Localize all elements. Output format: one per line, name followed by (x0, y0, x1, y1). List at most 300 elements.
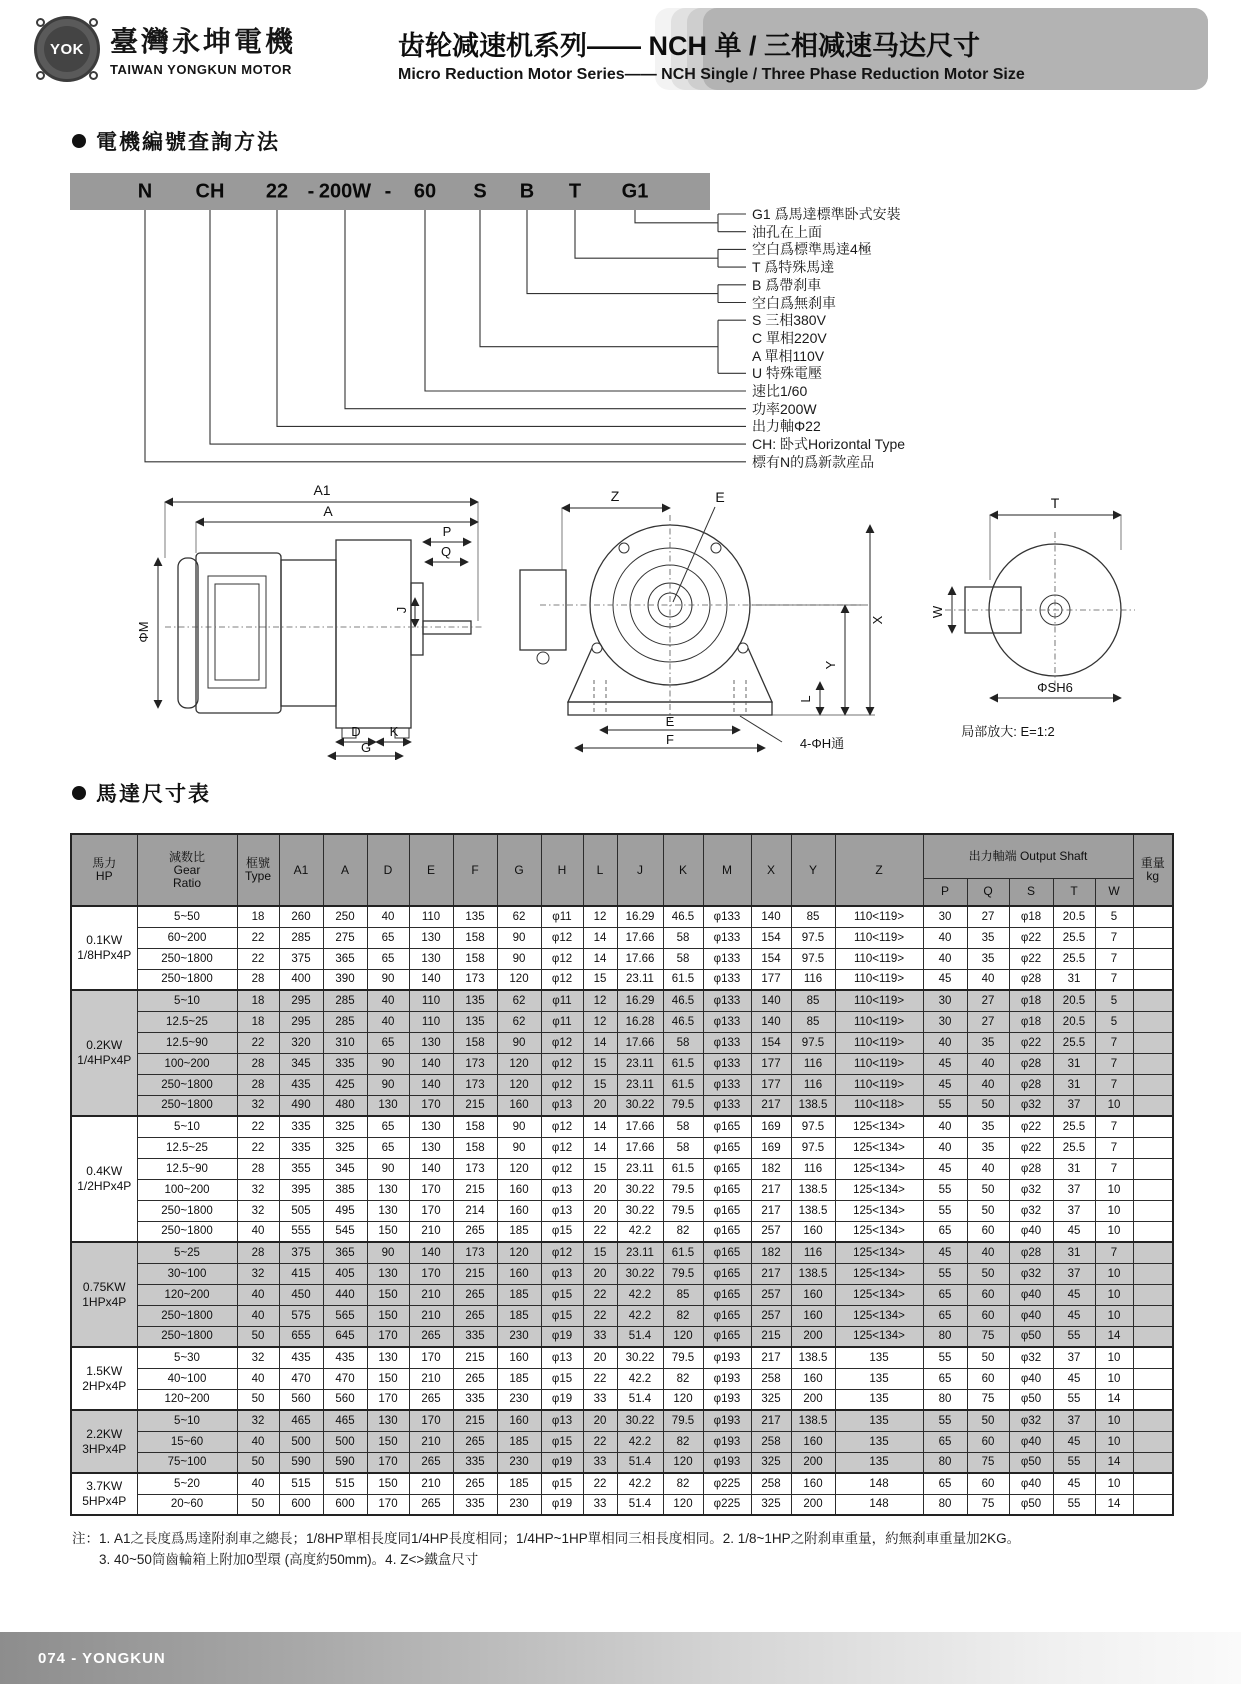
dimension-cell: 435 (323, 1347, 367, 1368)
dimension-cell (1133, 1095, 1173, 1116)
dimension-cell: 130 (409, 1137, 453, 1158)
dimension-cell: 295 (279, 1011, 323, 1032)
dimension-cell: 17.66 (617, 927, 663, 948)
dimension-cell: 169 (751, 1137, 791, 1158)
dimension-cell: φ165 (703, 1116, 751, 1137)
dimension-cell: 14 (1095, 1452, 1133, 1473)
dimension-cell: 16.29 (617, 906, 663, 927)
dimension-cell: 61.5 (663, 969, 703, 990)
dimension-cell: 257 (751, 1221, 791, 1242)
dimension-cell: 335 (453, 1452, 497, 1473)
table-row (71, 1158, 1173, 1179)
dimension-cell: φ133 (703, 927, 751, 948)
dimension-cell: 37 (1053, 1263, 1095, 1284)
dimension-cell: 170 (409, 1095, 453, 1116)
dimension-cell: 10 (1095, 1473, 1133, 1494)
dimension-cell: 20.5 (1053, 906, 1095, 927)
dimension-cell: 7 (1095, 1032, 1133, 1053)
table-row (71, 1074, 1173, 1095)
dimension-cell: 5~20 (137, 1473, 237, 1494)
dimension-cell: 250~1800 (137, 1200, 237, 1221)
dimension-cell: 600 (279, 1494, 323, 1515)
dimension-cell: φ15 (541, 1431, 583, 1452)
dimension-cell: φ18 (1009, 1011, 1053, 1032)
dimension-cell: 177 (751, 969, 791, 990)
dimension-cell: 60 (967, 1221, 1009, 1242)
dimension-cell: 90 (367, 1242, 409, 1263)
dimension-cell: 545 (323, 1221, 367, 1242)
dimension-cell: φ32 (1009, 1095, 1053, 1116)
dimension-cell: 80 (923, 1389, 967, 1410)
dimension-cell: 125<134> (835, 1263, 923, 1284)
dimension-cell: 40 (923, 927, 967, 948)
dimension-cell: 90 (497, 1116, 541, 1137)
dimension-cell: 150 (367, 1284, 409, 1305)
dimension-cell: 200 (791, 1494, 835, 1515)
dimension-cell: φ50 (1009, 1494, 1053, 1515)
dimension-cell: 5 (1095, 1011, 1133, 1032)
dimension-cell: 28 (237, 969, 279, 990)
dimension-cell: 30.22 (617, 1095, 663, 1116)
column-header: D (367, 834, 409, 906)
dimension-cell: 22 (237, 1032, 279, 1053)
dimension-cell: 170 (409, 1179, 453, 1200)
dimension-cell: 55 (923, 1179, 967, 1200)
svg-text:Z: Z (610, 488, 620, 504)
dimension-cell: φ40 (1009, 1221, 1053, 1242)
code-meaning-label: S 三相380V (752, 312, 826, 329)
dimension-cell: 154 (751, 1032, 791, 1053)
dimension-cell: φ32 (1009, 1200, 1053, 1221)
dimension-cell: 33 (583, 1452, 617, 1473)
dimension-cell: 5~30 (137, 1347, 237, 1368)
dimension-cell: 22 (583, 1221, 617, 1242)
dimension-cell: 250~1800 (137, 1221, 237, 1242)
dimension-cell: 55 (1053, 1494, 1095, 1515)
section-title: 馬達尺寸表 (96, 783, 211, 806)
code-segment: 60 (413, 180, 437, 202)
dimension-cell: 31 (1053, 1074, 1095, 1095)
dimension-cell: 110 (409, 990, 453, 1011)
dimension-cell: 82 (663, 1221, 703, 1242)
dimension-cell: 158 (453, 927, 497, 948)
dimension-cell: 15~60 (137, 1431, 237, 1452)
dimension-cell: 46.5 (663, 906, 703, 927)
page-number: 074 - YONGKUN (38, 1649, 166, 1667)
dimension-cell: 35 (967, 1032, 1009, 1053)
table-row (71, 1011, 1173, 1032)
dimension-cell: 265 (453, 1221, 497, 1242)
dimension-cell: 120 (497, 1053, 541, 1074)
dimension-cell: 295 (279, 990, 323, 1011)
power-cell: 0.4KW 1/2HPx4P (71, 1116, 137, 1242)
dimension-cell: 20 (583, 1347, 617, 1368)
dimension-cell: 645 (323, 1326, 367, 1347)
dimension-cell: 30 (923, 906, 967, 927)
dimension-cell: 42.2 (617, 1305, 663, 1326)
dimension-cell: 215 (453, 1095, 497, 1116)
dimension-cell: 20 (583, 1410, 617, 1431)
dimension-cell: 90 (497, 948, 541, 969)
dimension-cell: 33 (583, 1389, 617, 1410)
logo-bolt-icon (36, 71, 45, 80)
dimension-cell: 465 (323, 1410, 367, 1431)
dimension-cell: 22 (583, 1431, 617, 1452)
dimension-cell: 12.5~90 (137, 1032, 237, 1053)
dimension-cell (1133, 1368, 1173, 1389)
dimension-cell: 20 (583, 1200, 617, 1221)
dimension-cell (1133, 1179, 1173, 1200)
dimension-cell: 50 (237, 1494, 279, 1515)
logo-bolt-icon (36, 18, 45, 27)
dimension-cell: 110 (409, 1011, 453, 1032)
dimension-cell: 440 (323, 1284, 367, 1305)
column-header: 重量 kg (1133, 834, 1173, 906)
dimension-cell: 170 (409, 1410, 453, 1431)
dimension-cell (1133, 1074, 1173, 1095)
dimension-cell: 110<119> (835, 906, 923, 927)
dimension-cell: 62 (497, 990, 541, 1011)
dimension-cell: 285 (279, 927, 323, 948)
dimension-cell: φ22 (1009, 1137, 1053, 1158)
code-meaning-label: 標有N的爲新款産品 (752, 453, 875, 470)
dimension-cell: 58 (663, 1032, 703, 1053)
dimension-cell: 258 (751, 1473, 791, 1494)
dimension-cell: φ19 (541, 1326, 583, 1347)
dimension-cell: 62 (497, 906, 541, 927)
dimension-cell: 85 (791, 1011, 835, 1032)
dimension-cell: φ13 (541, 1179, 583, 1200)
dimension-cell: 345 (279, 1053, 323, 1074)
dimension-cell: 10 (1095, 1305, 1133, 1326)
dimension-cell: 138.5 (791, 1179, 835, 1200)
dimension-cell: 90 (497, 927, 541, 948)
dimension-cell: 116 (791, 1242, 835, 1263)
dimension-cell: 27 (967, 1011, 1009, 1032)
power-cell: 0.1KW 1/8HPx4P (71, 906, 137, 990)
table-row (71, 1137, 1173, 1158)
dimension-cell: 22 (237, 1116, 279, 1137)
dimension-cell: 250~1800 (137, 1326, 237, 1347)
column-header: Z (835, 834, 923, 906)
dimension-cell: 35 (967, 1137, 1009, 1158)
dimension-cell: 40 (967, 1158, 1009, 1179)
dimension-cell (1133, 906, 1173, 927)
dimension-cell: φ12 (541, 969, 583, 990)
dimension-cell: 135 (835, 1452, 923, 1473)
code-meaning-label: T 爲特殊馬達 (752, 259, 835, 276)
dimension-cell: φ15 (541, 1473, 583, 1494)
dimension-cell: 5~10 (137, 1116, 237, 1137)
dimension-cell (1133, 1116, 1173, 1137)
dimension-cell: 100~200 (137, 1179, 237, 1200)
dimension-cell: 12.5~25 (137, 1137, 237, 1158)
column-header: A (323, 834, 367, 906)
dimension-cell: 60 (967, 1305, 1009, 1326)
svg-text:F: F (666, 732, 674, 747)
dimension-cell: φ133 (703, 1011, 751, 1032)
dimension-cell (1133, 1032, 1173, 1053)
dimension-cell: 20.5 (1053, 990, 1095, 1011)
dimension-cell: 79.5 (663, 1347, 703, 1368)
dimension-cell: 16.29 (617, 990, 663, 1011)
dimension-cell: 79.5 (663, 1263, 703, 1284)
dimension-cell: 140 (751, 990, 791, 1011)
dimension-cell: 65 (367, 1032, 409, 1053)
dimension-cell: 125<134> (835, 1116, 923, 1137)
dimension-cell: φ11 (541, 1011, 583, 1032)
dimension-cell (1133, 1158, 1173, 1179)
dimension-cell: 355 (279, 1158, 323, 1179)
dimension-cell: φ193 (703, 1410, 751, 1431)
dimension-cell: 40 (367, 1011, 409, 1032)
code-meaning-label: C 單相220V (752, 329, 827, 346)
dimension-cell: 15 (583, 1158, 617, 1179)
dimension-cell: 22 (583, 1284, 617, 1305)
yongkun-logo-icon (34, 16, 100, 82)
dimension-cell: 110<119> (835, 1032, 923, 1053)
code-segment: N (137, 180, 153, 202)
dimension-cell: 45 (1053, 1431, 1095, 1452)
dimension-cell: 25.5 (1053, 948, 1095, 969)
dimension-cell: 555 (279, 1221, 323, 1242)
table-row (71, 1242, 1173, 1263)
dimension-cell: 10 (1095, 1431, 1133, 1452)
dimension-cell: 58 (663, 1116, 703, 1137)
dimension-cell: 31 (1053, 1053, 1095, 1074)
dimension-cell: 217 (751, 1095, 791, 1116)
dimension-cell: 215 (453, 1263, 497, 1284)
dimension-cell: 140 (409, 1074, 453, 1095)
dimension-cell: 40 (367, 906, 409, 927)
section-bullet-icon (72, 786, 86, 800)
dimension-cell: φ32 (1009, 1179, 1053, 1200)
dimension-cell: φ50 (1009, 1389, 1053, 1410)
brand-name-en: TAIWAN YONGKUN MOTOR (110, 62, 292, 77)
dimension-cell: 75 (967, 1326, 1009, 1347)
dimension-cell: 5~10 (137, 990, 237, 1011)
dimension-cell: φ13 (541, 1263, 583, 1284)
dimension-cell: 125<134> (835, 1284, 923, 1305)
note-line: 注：1. A1之長度爲馬達附刹車之總長；1/8HP單相長度同1/4HP長度相同；1/4HP~1HP單相同三相長度相同。2. 1/8~1HP之附刹車重量，約無刹車重量加2KG。 (72, 1531, 1021, 1546)
dimension-cell: 15 (583, 1074, 617, 1095)
dimension-cell: 30 (923, 1011, 967, 1032)
table-row (71, 1263, 1173, 1284)
dimension-cell: 120 (663, 1326, 703, 1347)
dimension-cell: 135 (453, 906, 497, 927)
dimension-cell: 32 (237, 1347, 279, 1368)
dimension-cell: 250~1800 (137, 948, 237, 969)
dimension-cell: 173 (453, 1242, 497, 1263)
dimension-cell: 7 (1095, 1116, 1133, 1137)
code-segment: G1 (621, 180, 649, 202)
dimension-cell: 23.11 (617, 1053, 663, 1074)
dimension-cell: φ12 (541, 1074, 583, 1095)
dimension-cell: φ40 (1009, 1284, 1053, 1305)
dimension-cell: 33 (583, 1494, 617, 1515)
dimension-cell: 40 (237, 1284, 279, 1305)
dimension-cell: 265 (409, 1494, 453, 1515)
dimension-cell: 12.5~25 (137, 1011, 237, 1032)
dimension-cell: 50 (237, 1326, 279, 1347)
dimension-cell: 90 (367, 1074, 409, 1095)
dimension-cell: 30 (923, 990, 967, 1011)
dimension-cell: 10 (1095, 1347, 1133, 1368)
dimension-cell: 90 (367, 1053, 409, 1074)
dimension-cell: φ40 (1009, 1431, 1053, 1452)
dimension-cell: 20~60 (137, 1494, 237, 1515)
dimension-cell: 33 (583, 1326, 617, 1347)
dimension-cell (1133, 1305, 1173, 1326)
table-row (71, 906, 1173, 927)
dimension-cell: 170 (409, 1263, 453, 1284)
dimension-cell: φ18 (1009, 906, 1053, 927)
dimension-cell (1133, 1347, 1173, 1368)
power-cell: 2.2KW 3HPx4P (71, 1410, 137, 1473)
dimension-cell: 60 (967, 1473, 1009, 1494)
dimension-cell: 335 (279, 1137, 323, 1158)
dimension-cell: 65 (367, 1137, 409, 1158)
dimension-cell: 170 (367, 1494, 409, 1515)
dimension-cell: 480 (323, 1095, 367, 1116)
dimension-cell: 79.5 (663, 1410, 703, 1431)
dimension-cell: 257 (751, 1284, 791, 1305)
dimension-cell: 135 (835, 1347, 923, 1368)
dimension-cell: 116 (791, 1053, 835, 1074)
dimension-cell: φ50 (1009, 1326, 1053, 1347)
dimension-cell: 40 (237, 1305, 279, 1326)
dimension-cell: φ165 (703, 1137, 751, 1158)
column-header: H (541, 834, 583, 906)
dimension-cell: 40 (237, 1368, 279, 1389)
dimension-cell: 135 (835, 1431, 923, 1452)
dimension-drawings (70, 480, 1170, 760)
dimension-cell: 10 (1095, 1221, 1133, 1242)
dimension-cell: 14 (583, 1116, 617, 1137)
dimension-cell: 150 (367, 1221, 409, 1242)
dimension-cell: 217 (751, 1410, 791, 1431)
svg-text:A: A (323, 503, 333, 519)
code-meaning-label: B 爲帶刹車 (752, 276, 822, 293)
column-header: S (1009, 878, 1053, 906)
svg-text:P: P (442, 524, 452, 539)
dimension-cell: 5 (1095, 906, 1133, 927)
dimension-cell: 80 (923, 1326, 967, 1347)
dimension-cell: 125<134> (835, 1179, 923, 1200)
dimension-cell: φ12 (541, 948, 583, 969)
dimension-cell: 97.5 (791, 1137, 835, 1158)
dimension-cell: φ22 (1009, 927, 1053, 948)
dimension-cell: 365 (323, 948, 367, 969)
dimension-cell: 28 (237, 1053, 279, 1074)
dimension-cell: 20.5 (1053, 1011, 1095, 1032)
dimension-cell: 12 (583, 906, 617, 927)
svg-text:ΦSH6: ΦSH6 (1037, 680, 1073, 695)
code-segment: 22 (265, 180, 289, 202)
column-header: 減数比 Gear Ratio (137, 834, 237, 906)
dimension-cell: 90 (367, 969, 409, 990)
dimension-cell: φ133 (703, 1053, 751, 1074)
dimension-cell: 130 (367, 1263, 409, 1284)
dimension-cell: 45 (923, 1158, 967, 1179)
dimension-cell: 130 (409, 948, 453, 969)
dimension-cell: 325 (751, 1389, 791, 1410)
dimension-cell: 62 (497, 1011, 541, 1032)
dimension-cell: φ22 (1009, 1116, 1053, 1137)
dimension-cell: 215 (453, 1347, 497, 1368)
dimension-cell: 285 (323, 1011, 367, 1032)
dimension-cell: 58 (663, 1137, 703, 1158)
dimension-cell: 138.5 (791, 1410, 835, 1431)
dimension-cell: 177 (751, 1053, 791, 1074)
dimension-cell: 140 (409, 1242, 453, 1263)
power-cell: 0.2KW 1/4HPx4P (71, 990, 137, 1116)
dimension-cell (1133, 1011, 1173, 1032)
dimension-cell: 30.22 (617, 1410, 663, 1431)
dimension-cell: 90 (497, 1137, 541, 1158)
code-meaning-label: 出力軸Φ22 (752, 418, 821, 435)
dimension-cell: φ12 (541, 1242, 583, 1263)
dimension-cell: 42.2 (617, 1473, 663, 1494)
dimension-cell: 120~200 (137, 1389, 237, 1410)
dimension-cell: 160 (791, 1368, 835, 1389)
dimension-cell: 215 (453, 1179, 497, 1200)
dimension-cell: 10 (1095, 1095, 1133, 1116)
dimension-cell: 17.66 (617, 1116, 663, 1137)
dimension-cell: 110<119> (835, 948, 923, 969)
dimension-cell: 10 (1095, 1284, 1133, 1305)
dimension-cell: 335 (453, 1494, 497, 1515)
dimension-cell: 18 (237, 1011, 279, 1032)
dimension-cell: 40~100 (137, 1368, 237, 1389)
dimension-cell: 40 (237, 1221, 279, 1242)
code-segment: B (519, 180, 535, 202)
dimension-cell (1133, 1410, 1173, 1431)
code-segment: S (473, 180, 487, 202)
dimension-cell: φ13 (541, 1347, 583, 1368)
code-meaning-label: 空白爲無刹車 (752, 294, 836, 311)
dimension-cell: 185 (497, 1431, 541, 1452)
dimension-cell: 22 (583, 1473, 617, 1494)
table-row (71, 948, 1173, 969)
dimension-cell: 10 (1095, 1200, 1133, 1221)
dimension-cell: 435 (279, 1074, 323, 1095)
dimension-cell: 215 (453, 1410, 497, 1431)
dimension-cell: 140 (409, 1158, 453, 1179)
dimension-cell: 35 (967, 948, 1009, 969)
dimension-cell: 20 (583, 1179, 617, 1200)
dimension-cell: φ19 (541, 1389, 583, 1410)
dimension-cell: 85 (663, 1284, 703, 1305)
dimension-cell: 60~200 (137, 927, 237, 948)
table-row (71, 1368, 1173, 1389)
dimension-cell: 51.4 (617, 1389, 663, 1410)
dimension-cell: 42.2 (617, 1221, 663, 1242)
svg-text:G: G (360, 740, 372, 755)
dimension-cell: 60 (967, 1284, 1009, 1305)
dimension-cell: φ19 (541, 1452, 583, 1473)
dimension-cell: 82 (663, 1473, 703, 1494)
dimension-cell: 45 (1053, 1368, 1095, 1389)
dimension-cell: 265 (409, 1389, 453, 1410)
dimension-cell: 15 (583, 1242, 617, 1263)
dimension-cell: 7 (1095, 969, 1133, 990)
dimension-cell: 140 (751, 1011, 791, 1032)
table-row (71, 1410, 1173, 1431)
code-meaning-label: U 特殊電壓 (752, 365, 822, 382)
dimension-cell: 150 (367, 1473, 409, 1494)
code-segment: - (307, 180, 315, 202)
